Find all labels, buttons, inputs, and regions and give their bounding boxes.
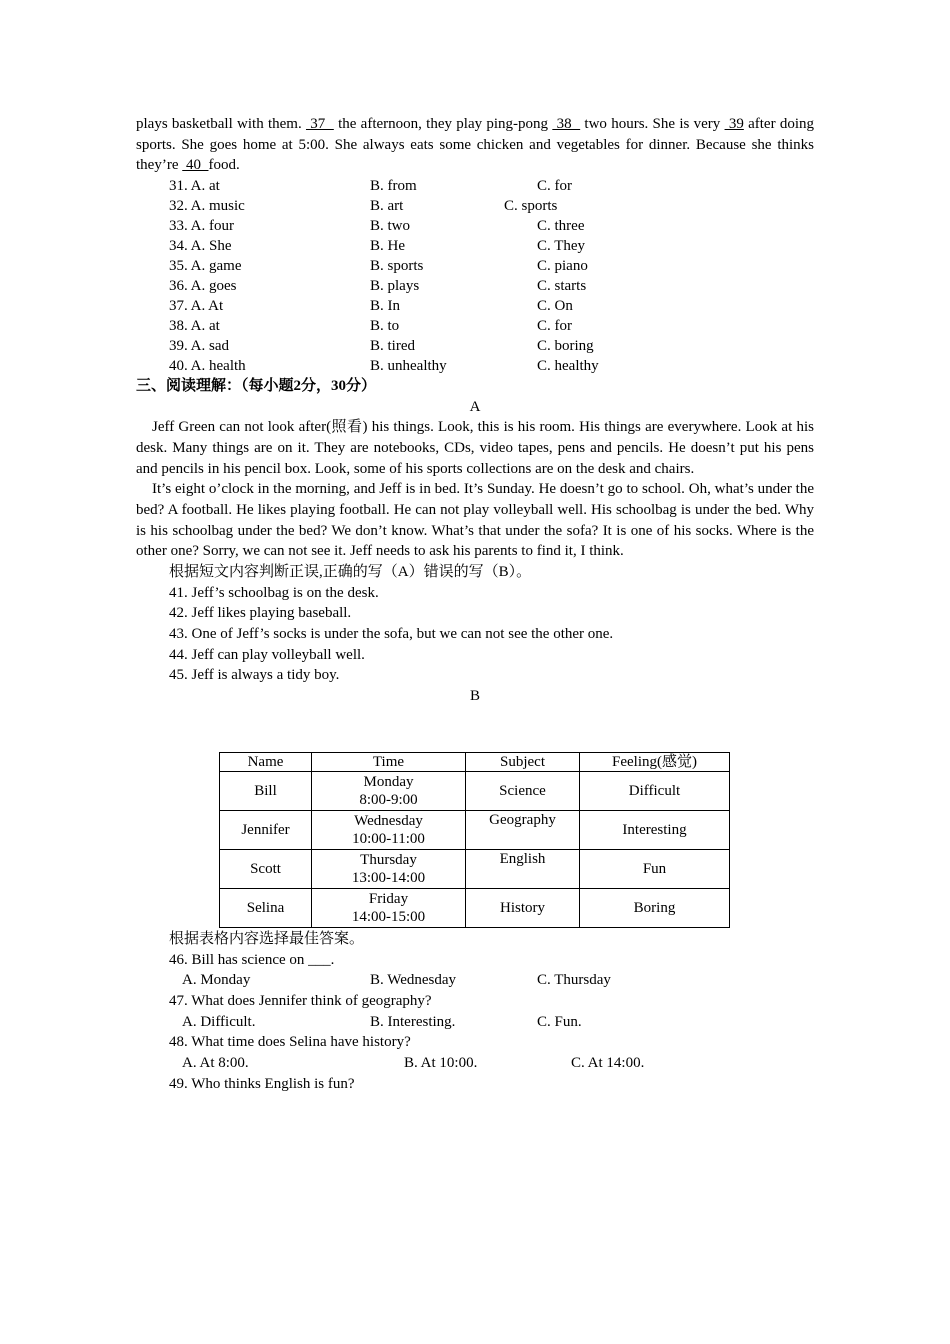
cell-day: Wednesday — [354, 813, 423, 829]
option-row — [136, 256, 814, 276]
option-row — [136, 236, 814, 256]
question-41: 41. Jeff’s schoolbag is on the desk. — [169, 584, 379, 601]
question-43: 43. One of Jeff’s socks is under the sofa, but we can not see the other one. — [169, 626, 614, 643]
table-row — [220, 889, 730, 928]
option-a: 32. A. music — [169, 198, 245, 215]
option-b: B. from — [370, 178, 417, 195]
option-c: C. They — [537, 238, 586, 255]
question-48-options — [136, 1053, 814, 1074]
cell-name: Jennifer — [220, 811, 312, 850]
option-c: C. boring — [537, 338, 594, 355]
option-c: C. sports — [504, 198, 558, 215]
option-c: C. piano — [537, 258, 588, 275]
option-a: 36. A. goes — [169, 278, 237, 295]
option-row — [136, 176, 814, 196]
passage-a-instruction: 根据短文内容判断正误,正确的写（A）错误的写（B）。 — [169, 564, 532, 581]
cloze-passage-end — [136, 114, 814, 176]
blank-39: 39 — [724, 116, 744, 132]
schedule-table — [219, 752, 730, 928]
question-48: 48. What time does Selina have history? — [169, 1034, 411, 1051]
cell-hours: 14:00-15:00 — [351, 909, 426, 925]
option-row — [136, 316, 814, 336]
option-c: C. Thursday — [537, 972, 611, 989]
cell-day: Monday — [363, 774, 414, 790]
option-row — [136, 216, 814, 236]
option-a: 38. A. at — [169, 318, 220, 335]
passage-a-para-1: Jeff Green can not look after(照看) his things. Look, this is his room. His things are everywhere. Look at his desk. Many things are on it. They are notebooks, CDs, video tapes, pens and pencils. He doesn’t put his pens and pencils in his pencil box. Look, some of his sports collections are on the desk and chairs. — [136, 419, 814, 477]
question-45: 45. Jeff is always a tidy boy. — [169, 667, 340, 684]
option-b: B. plays — [370, 278, 420, 295]
cell-subject: English — [466, 850, 580, 889]
option-row — [136, 356, 814, 376]
option-a: 35. A. game — [169, 258, 242, 275]
section-3-title: 三、阅读理解：（每小题2分，30分） — [136, 378, 377, 395]
table-row — [220, 772, 730, 811]
option-b: B. Interesting. — [370, 1013, 456, 1030]
cell-hours: 10:00-11:00 — [352, 831, 425, 847]
cell-feeling: Fun — [580, 850, 730, 889]
cell-feeling: Interesting — [580, 811, 730, 850]
question-42: 42. Jeff likes playing baseball. — [169, 605, 352, 622]
option-c: C. Fun. — [537, 1013, 582, 1030]
blank-40: 40 — [182, 157, 209, 174]
option-a: 40. A. health — [169, 358, 246, 375]
cell-name: Bill — [220, 772, 312, 811]
passage-b-instruction: 根据表格内容选择最佳答案。 — [169, 931, 365, 947]
cell-time — [312, 889, 466, 928]
option-row — [136, 296, 814, 316]
option-a: 37. A. At — [169, 298, 224, 315]
option-row — [136, 196, 814, 216]
header-name: Name — [220, 753, 312, 772]
header-subject: Subject — [466, 753, 580, 772]
text-run: Because she thinks they’re — [136, 136, 814, 174]
option-b: B. tired — [370, 338, 415, 355]
option-a: 31. A. at — [169, 178, 220, 195]
text-run: two hours. She is very — [580, 116, 725, 132]
cell-subject: Geography — [466, 811, 580, 850]
option-c: C. At 14:00. — [571, 1055, 645, 1072]
passage-b-questions — [136, 929, 814, 1095]
option-row — [136, 336, 814, 356]
option-a: 33. A. four — [169, 218, 234, 235]
cell-day: Thursday — [360, 852, 417, 868]
exam-page — [136, 114, 814, 706]
text-run: after doing sports. She goes home at 5:00. She always eats some chicken and vegetables for dinner. — [136, 116, 815, 153]
blank-37: 37 — [305, 116, 334, 132]
option-c: C. starts — [537, 278, 587, 295]
text-run: plays basketball with them. — [136, 116, 306, 132]
question-44: 44. Jeff can play volleyball well. — [169, 646, 365, 663]
cell-time — [312, 811, 466, 850]
option-b: B. He — [370, 238, 405, 255]
cell-feeling: Boring — [580, 889, 730, 928]
cell-day: Friday — [368, 891, 409, 907]
question-49: 49. Who thinks English is fun? — [169, 1075, 355, 1092]
option-a: A. Difficult. — [182, 1013, 256, 1030]
table-row — [220, 850, 730, 889]
passage-a-label: A — [469, 399, 481, 416]
option-row — [136, 276, 814, 296]
passage-a-para-2: It’s eight o’clock in the morning, and Jeff is in bed. It’s Sunday. He doesn’t go to school. Oh, what’s under the bed? A football. He likes playing football. He can not play volleyball well. His schoolbag is under the bed. Why is his schoolbag under the bed? We don’t know. What’s that under the sofa? It is one of his socks. Where is the other one? Sorry, we can not see it. Jeff needs to ask his parents to find it, I think. — [136, 481, 814, 560]
header-feeling: Feeling(感觉) — [580, 753, 730, 772]
table-header-row — [220, 753, 730, 772]
cell-feeling: Difficult — [580, 772, 730, 811]
option-b: B. In — [370, 298, 400, 315]
option-b: B. two — [370, 218, 411, 235]
cell-name: Scott — [220, 850, 312, 889]
cell-subject: Science — [466, 772, 580, 811]
option-b: B. unhealthy — [370, 358, 447, 375]
cell-name: Selina — [220, 889, 312, 928]
cell-subject: History — [466, 889, 580, 928]
cell-time — [312, 850, 466, 889]
option-c: C. for — [537, 178, 572, 195]
table-row — [220, 811, 730, 850]
question-47: 47. What does Jennifer think of geography? — [169, 993, 432, 1010]
text-run: the afternoon, they play ping-pong — [333, 116, 553, 132]
option-c: C. three — [537, 218, 585, 235]
option-b: B. to — [370, 318, 400, 335]
cell-hours: 8:00-9:00 — [359, 792, 418, 808]
blank-38: 38 — [552, 116, 581, 132]
option-c: C. for — [537, 318, 572, 335]
option-b: B. At 10:00. — [404, 1055, 478, 1072]
text-run: food. — [208, 157, 240, 174]
option-b: B. art — [370, 198, 404, 215]
cell-time — [312, 772, 466, 811]
passage-b-label: B — [469, 688, 480, 705]
cloze-options — [136, 176, 814, 376]
option-c: C. On — [537, 298, 573, 315]
header-time: Time — [312, 753, 466, 772]
option-b: B. Wednesday — [370, 972, 457, 989]
option-a: A. Monday — [182, 972, 251, 989]
option-b: B. sports — [370, 258, 424, 275]
question-46-options — [136, 970, 814, 991]
option-a: A. At 8:00. — [182, 1055, 249, 1072]
option-a: 34. A. She — [169, 238, 232, 255]
question-47-options — [136, 1012, 814, 1033]
cell-hours: 13:00-14:00 — [351, 870, 426, 886]
option-a: 39. A. sad — [169, 338, 229, 355]
option-c: C. healthy — [537, 358, 599, 375]
question-46: 46. Bill has science on ___. — [169, 951, 335, 968]
